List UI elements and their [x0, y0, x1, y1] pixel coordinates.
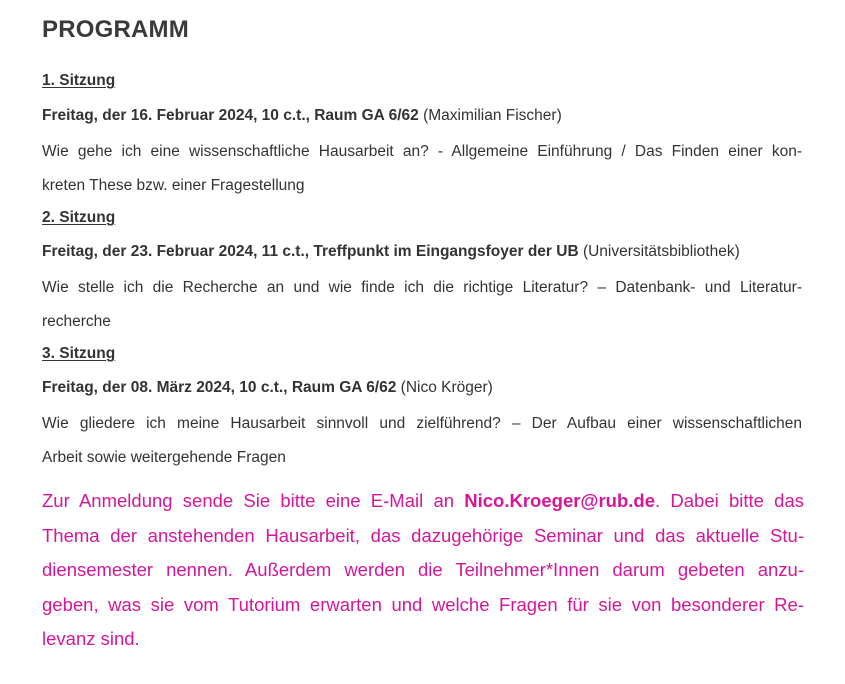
session-2-description: [42, 271, 802, 339]
notice-line: diensemester nennen. Außerdem werden die Teilnehmer*Innen darum gebeten anzu-: [42, 559, 804, 580]
session-3-date-details: Freitag, der 08. März 2024, 10 c.t., Raum GA 6/62: [42, 379, 397, 396]
session-1-description-line: Wie gehe ich eine wissenschaftliche Hausarbeit an? - Allgemeine Einführung / Das Finden einer kon-: [42, 143, 802, 160]
session-1-description-line: kreten These bzw. einer Fragestellung: [42, 177, 305, 194]
notice-intro: Zur Anmeldung sende Sie bitte eine E-Mail an: [42, 490, 465, 511]
notice-line: levanz sind.: [42, 628, 140, 649]
session-2-description-line: recherche: [42, 313, 111, 330]
page-title: PROGRAMM: [42, 16, 189, 43]
session-2-location-note: (Universitätsbibliothek): [578, 243, 740, 260]
session-3-heading: 3. Sitzung: [42, 345, 116, 362]
session-2-description-line: Wie stelle ich die Recherche an und wie finde ich die richtige Literatur? – Datenbank- und Literatur-: [42, 279, 802, 296]
session-3-tutor: (Nico Kröger): [396, 379, 493, 396]
session-1-date-details: Freitag, der 16. Februar 2024, 10 c.t., Raum GA 6/62: [42, 107, 419, 124]
notice-line: Thema der anstehenden Hausarbeit, das dazugehörige Seminar und das aktuelle Stu-: [42, 524, 804, 546]
session-3-description-line: Arbeit sowie weitergehende Fragen: [42, 449, 286, 466]
session-2-date: [42, 243, 740, 261]
notice-line: geben, was sie vom Tutorium erwarten und welche Fragen für sie von besonderer Re-: [42, 593, 804, 615]
session-3-description-line: Wie gliedere ich meine Hausarbeit sinnvoll und zielführend? – Der Aufbau einer wissenschaftlichen: [42, 415, 802, 432]
notice-line: [42, 484, 804, 519]
session-1-date: [42, 107, 562, 125]
email-link[interactable]: Nico.Kroeger@rub.de: [464, 490, 656, 511]
notice-after-email: . Dabei bitte das: [655, 490, 804, 511]
session-3-description: [42, 407, 802, 475]
session-1-heading: 1. Sitzung: [42, 72, 116, 89]
session-2-date-details: Freitag, der 23. Februar 2024, 11 c.t., Treffpunkt im Eingangsfoyer der UB: [42, 243, 579, 260]
session-1-description: [42, 135, 802, 203]
session-3-date: [42, 379, 493, 397]
session-2-heading: 2. Sitzung: [42, 209, 116, 226]
registration-notice: [42, 484, 804, 657]
session-1-tutor: (Maximilian Fischer): [418, 107, 562, 124]
